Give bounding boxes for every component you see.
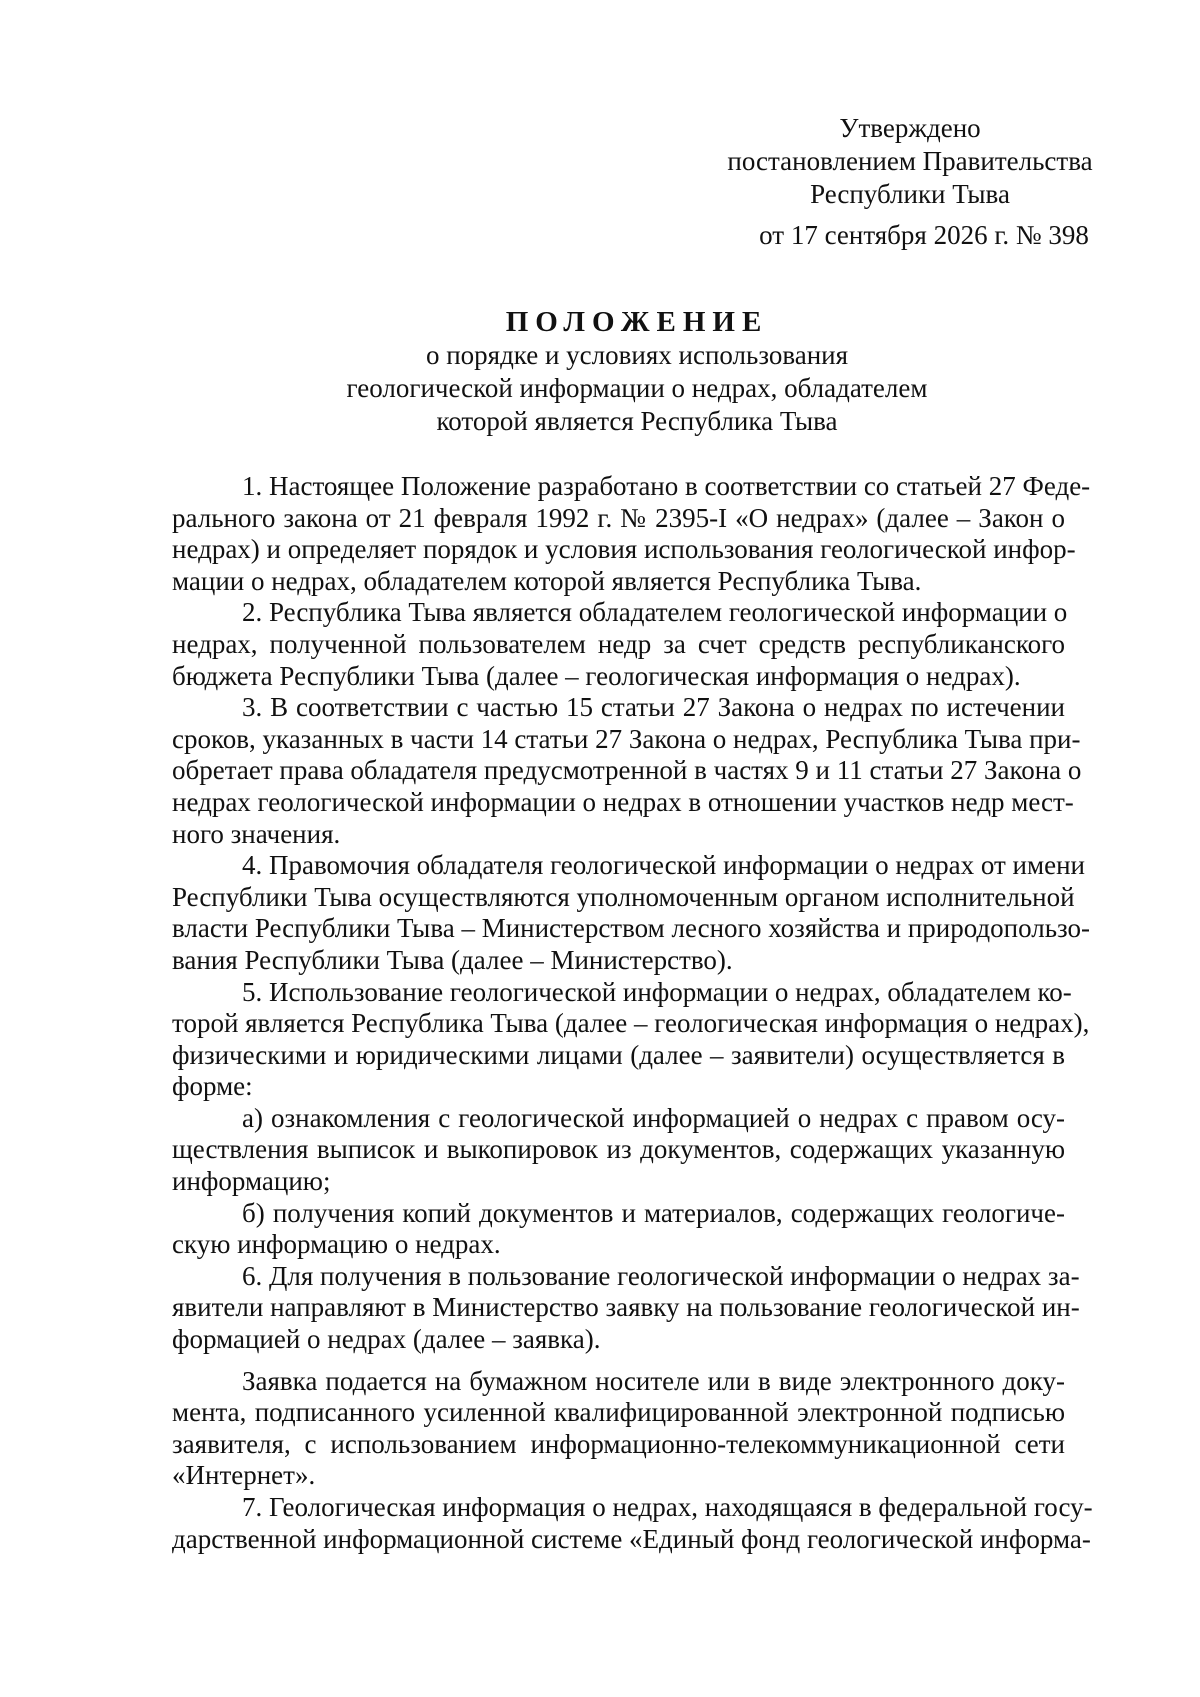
paragraph-line: мента, подписанного усиленной квалифицированной электронной подписью xyxy=(172,1397,1065,1428)
paragraph-line: 5. Использование геологической информации о недрах, обладателем ко- xyxy=(242,976,1072,1007)
paragraph-line: 7. Геологическая информация о недрах, находящаяся в федеральной госу- xyxy=(242,1492,1093,1522)
paragraph xyxy=(172,1260,1080,1356)
paragraph xyxy=(172,692,1082,850)
paragraph-line: ществления выписок и выкопировок из документов, содержащих указанную xyxy=(172,1134,1065,1165)
subtitle-line: о порядке и условиях использования xyxy=(425,340,849,370)
paragraph-line: недрах геологической информации о недрах в отношении участков недр мест- xyxy=(172,786,1074,817)
paragraph xyxy=(172,597,1068,692)
paragraph-line: формацией о недрах (далее – заявка). xyxy=(172,1324,601,1355)
paragraph-line: торой является Республика Тыва (далее – геологическая информация о недрах), xyxy=(172,1008,1090,1039)
paragraph-line: заявителя, с использованием информационно-телекоммуникационной сети xyxy=(172,1428,1065,1459)
paragraph-line: сроков, указанных в части 14 статьи 27 Закона о недрах, Республика Тыва при- xyxy=(172,723,1081,754)
paragraph-line: обретает права обладателя предусмотренной в частях 9 и 11 статьи 27 Закона о xyxy=(172,755,1082,786)
paragraph-line: информацию; xyxy=(172,1166,331,1197)
paragraph xyxy=(172,1103,1065,1198)
approval-date-number: от 17 сентября 2026 г. № 398 xyxy=(759,220,1089,250)
paragraph-line: б) получения копий документов и материалов, содержащих геологиче- xyxy=(242,1197,1065,1228)
paragraph-line: Заявка подается на бумажном носителе или в виде электронного доку- xyxy=(242,1365,1065,1396)
paragraph xyxy=(172,471,1091,597)
approval-region: Республики Тыва xyxy=(810,179,1010,209)
paragraph-line: бюджета Республики Тыва (далее – геологическая информация о недрах). xyxy=(172,660,1021,691)
paragraph-line: явители направляют в Министерство заявку на пользование геологической ин- xyxy=(172,1292,1080,1323)
paragraph-line: а) ознакомления с геологической информацией о недрах с правом осу- xyxy=(242,1102,1065,1133)
paragraph-line: мации о недрах, обладателем которой является Республика Тыва. xyxy=(172,565,922,596)
approval-authority: постановлением Правительства xyxy=(727,146,1093,176)
paragraph-line: физическими и юридическими лицами (далее – заявители) осуществляется в xyxy=(172,1039,1065,1070)
paragraph xyxy=(172,1198,1065,1261)
subtitle-line: которой является Республика Тыва xyxy=(436,406,838,436)
document-title: ПОЛОЖЕНИЕ xyxy=(505,306,769,338)
paragraph-line: «Интернет». xyxy=(172,1460,316,1491)
paragraph xyxy=(172,1366,1065,1492)
paragraph xyxy=(172,976,1090,1103)
paragraph-line: форме: xyxy=(172,1071,253,1102)
paragraph-line: недрах, полученной пользователем недр за счет средств республиканского xyxy=(172,628,1065,659)
document-heading xyxy=(170,305,1030,438)
approval-stamp xyxy=(690,112,1130,252)
paragraph-line: недрах) и определяет порядок и условия использования геологической инфор- xyxy=(172,534,1076,565)
paragraph-line: 4. Правомочия обладателя геологической информации о недрах от имени xyxy=(242,850,1085,881)
paragraph-line: рального закона от 21 февраля 1992 г. № 2395-I «О недрах» (далее – Закон о xyxy=(172,502,1065,533)
subtitle-line: геологической информации о недрах, обладателем xyxy=(346,373,928,403)
document-body xyxy=(172,471,1093,1555)
paragraph-line: Республики Тыва осуществляются уполномоченным органом исполнительной xyxy=(172,881,1075,912)
document-subtitle xyxy=(170,339,1030,438)
paragraph-line: ного значения. xyxy=(172,818,341,849)
paragraph-line: дарственной информационной системе «Единый фонд геологической информа- xyxy=(172,1523,1091,1554)
paragraph-line: 6. Для получения в пользование геологической информации о недрах за- xyxy=(242,1260,1080,1291)
paragraph xyxy=(172,850,1091,976)
paragraph-line: 1. Настоящее Положение разработано в соответствии со статьей 27 Феде- xyxy=(242,471,1091,501)
approval-heading: Утверждено xyxy=(839,113,981,143)
paragraph-line: власти Республики Тыва – Министерством лесного хозяйства и природопользо- xyxy=(172,913,1091,944)
paragraph-line: вания Республики Тыва (далее – Министерство). xyxy=(172,944,733,975)
paragraph-line: 3. В соответствии с частью 15 статьи 27 Закона о недрах по истечении xyxy=(242,692,1065,723)
paragraph xyxy=(172,1492,1093,1555)
paragraph-line: 2. Республика Тыва является обладателем геологической информации о xyxy=(242,597,1068,628)
paragraph-line: скую информацию о недрах. xyxy=(172,1229,501,1260)
